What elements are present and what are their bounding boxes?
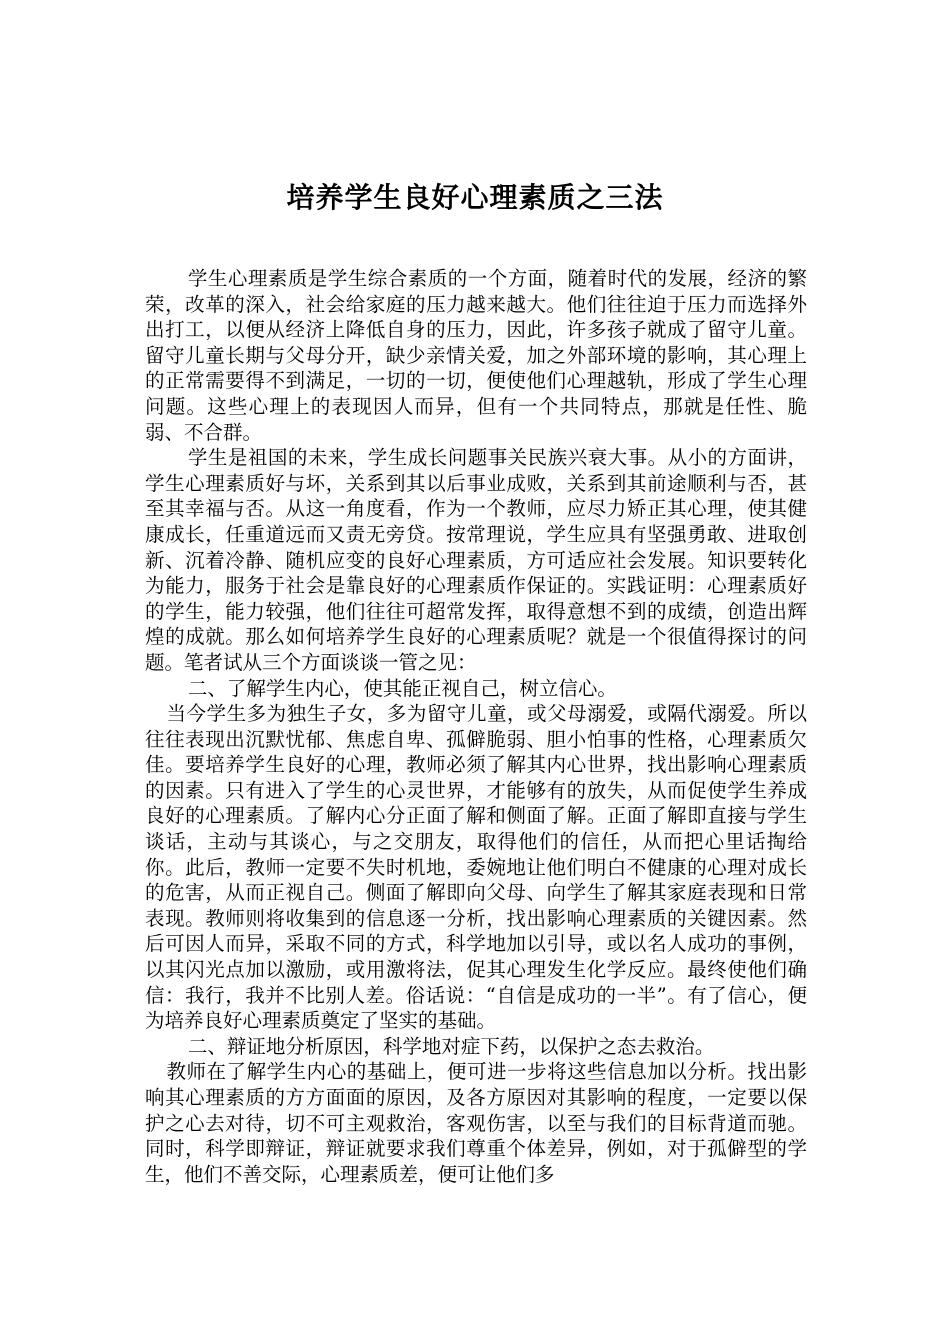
document-title: 培养学生良好心理素质之三法 xyxy=(286,181,664,214)
paragraph-understand: 当今学生多为独生子女，多为留守儿童，或父母溺爱，或隔代溺爱。所以往往表现出沉默忧郁、焦虑自卑、孤僻脆弱、胆小怕事的性格，心理素质欠佳。要培养学生良好的心理，教师必须了解其内心世界，找出影响心理素质的因素。只有进入了学生的心灵世界，才能够有的放失，从而促使学生养成良好的心理素质。了解内心分正面了解和侧面了解。正面了解即直接与学生谈话，主动与其谈心，与之交朋友，取得他们的信任，从而把心里话掏给你。此后，教师一定要不失时机地，委婉地让他们明白不健康的心理对成长的危害，从而正视自己。侧面了解即向父母、向学生了解其家庭表现和日常表现。教师则将收集到的信息逐一分析，找出影响心理素质的关键因素。然后可因人而异，采取不同的方式，科学地加以引导，或以名人成功的事例，以其闪光点加以激励，或用激将法，促其心理发生化学反应。最终使他们确信：我行，我并不比别人差。俗话说：“自信是成功的一半”。有了信心，便为培养良好心理素质奠定了坚实的基础。 xyxy=(145,702,807,1033)
document-body xyxy=(145,266,807,1187)
section-heading-analyze: 二、辩证地分析原因，科学地对症下药，以保护之态去救治。 xyxy=(187,1034,715,1058)
paragraph-importance: 学生是祖国的未来，学生成长问题事关民族兴衰大事。从小的方面讲，学生心理素质好与坏，关系到其以后事业成败，关系到其前途顺利与否，甚至其幸福与否。从这一角度看，作为一个教师，应尽力矫正其心理，使其健康成长，任重道远而又责无旁贷。按常理说，学生应具有坚强勇敢、进取创新、沉着冷静、随机应变的良好心理素质，方可适应社会发展。知识要转化为能力，服务于社会是靠良好的心理素质作保证的。实践证明：心理素质好的学生，能力较强，他们往往可超常发挥，取得意想不到的成绩，创造出辉煌的成就。那么如何培养学生良好的心理素质呢？就是一个很值得探讨的问题。笔者试从三个方面谈谈一管之见： xyxy=(145,446,807,674)
paragraph-intro: 学生心理素质是学生综合素质的一个方面，随着时代的发展，经济的繁荣，改革的深入，社会给家庭的压力越来越大。他们往往迫于压力而选择外出打工，以便从经济上降低自身的压力，因此，许多孩子就成了留守儿童。留守儿童长期与父母分开，缺少亲情关爱，加之外部环境的影响，其心理上的正常需要得不到满足，一切的一切，便使他们心理越轨，形成了学生心理问题。这些心理上的表现因人而异，但有一个共同特点，那就是任性、脆弱、不合群。 xyxy=(145,267,807,444)
section-heading-understand: 二、了解学生内心，使其能正视自己，树立信心。 xyxy=(187,676,617,700)
paragraph-analyze: 教师在了解学生内心的基础上，便可进一步将这些信息加以分析。找出影响其心理素质的方方面面的原因，及各方原因对其影响的程度，一定要以保护之心去对待，切不可主观救治，客观伤害，以至与我们的目标背道而驰。同时，科学即辩证，辩证就要求我们尊重个体差异，例如，对于孤僻型的学生，他们不善交际，心理素质差，便可让他们多 xyxy=(145,1060,807,1186)
